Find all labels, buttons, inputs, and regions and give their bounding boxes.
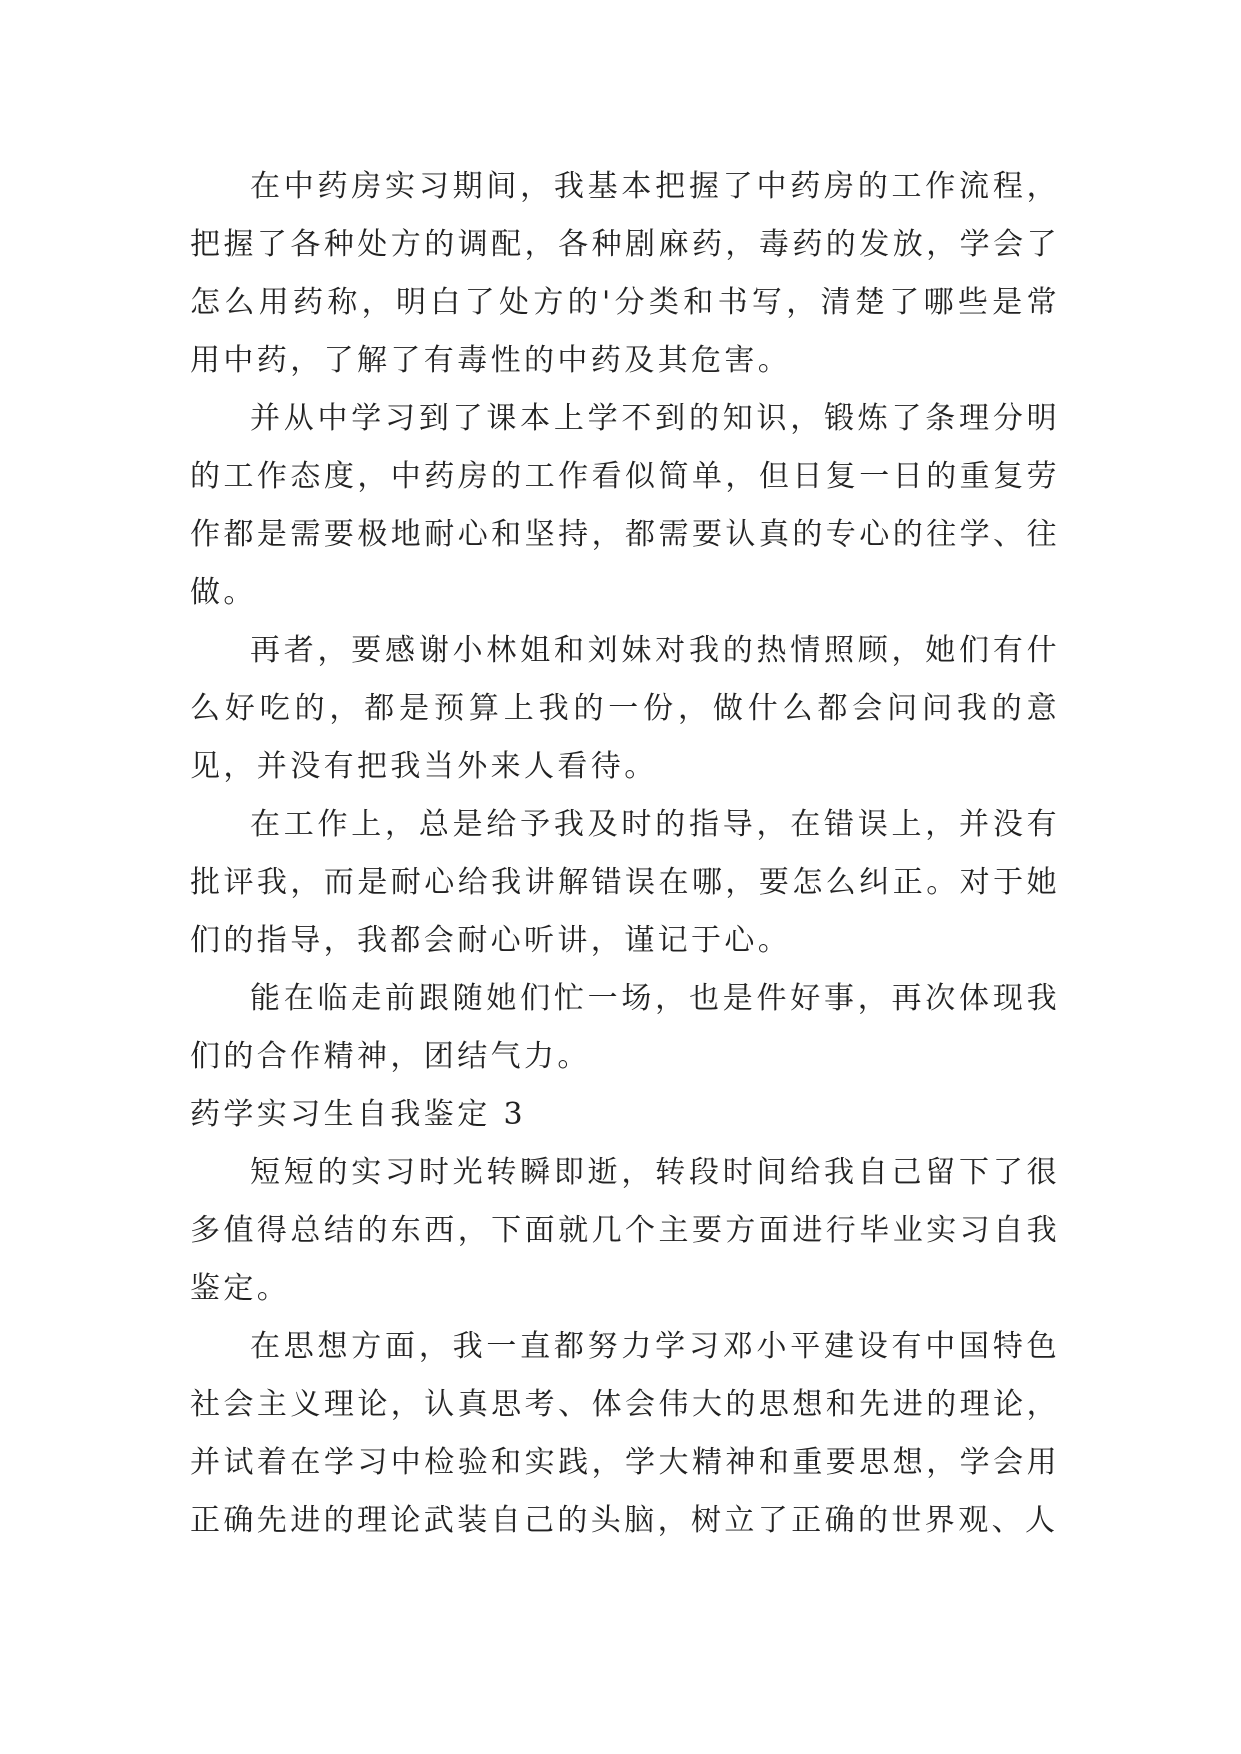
paragraph-ideology: 在思想方面，我一直都努力学习邓小平建设有中国特色社会主义理论，认真思考、体会伟大的思想和先进的理论，并试着在学习中检验和实践，学大精神和重要思想，学会用正确先进的理论武装自己的头脑，树立了正确的世界观、人 <box>190 1329 1060 1538</box>
paragraph-learning: 并从中学习到了课本上学不到的知识，锻炼了条理分明的工作态度，中药房的工作看似简单，但日复一日的重复劳作都是需要极地耐心和坚持，都需要认真的专心的往学、往做。 <box>190 401 1060 610</box>
paragraph-internship-summary: 短短的实习时光转瞬即逝，转段时间给我自己留下了很多值得总结的东西，下面就几个主要方面进行毕业实习自我鉴定。 <box>190 1155 1060 1306</box>
section-heading: 药学实习生自我鉴定 3 <box>190 1097 527 1132</box>
document-body <box>190 158 1060 1550</box>
paragraph-pharmacy-workflow: 在中药房实习期间，我基本把握了中药房的工作流程，把握了各种处方的调配，各种剧麻药，毒药的发放，学会了怎么用药称，明白了处方的'分类和书写，清楚了哪些是常用中药，了解了有毒性的中药及其危害。 <box>190 169 1060 378</box>
paragraph-gratitude: 再者，要感谢小林姐和刘妹对我的热情照顾，她们有什么好吃的，都是预算上我的一份，做什么都会问问我的意见，并没有把我当外来人看待。 <box>190 633 1060 784</box>
paragraph-teamwork: 能在临走前跟随她们忙一场，也是件好事，再次体现我们的合作精神，团结气力。 <box>190 981 1060 1074</box>
paragraph-guidance: 在工作上，总是给予我及时的指导，在错误上，并没有批评我，而是耐心给我讲解错误在哪，要怎么纠正。对于她们的指导，我都会耐心听讲，谨记于心。 <box>190 807 1060 958</box>
